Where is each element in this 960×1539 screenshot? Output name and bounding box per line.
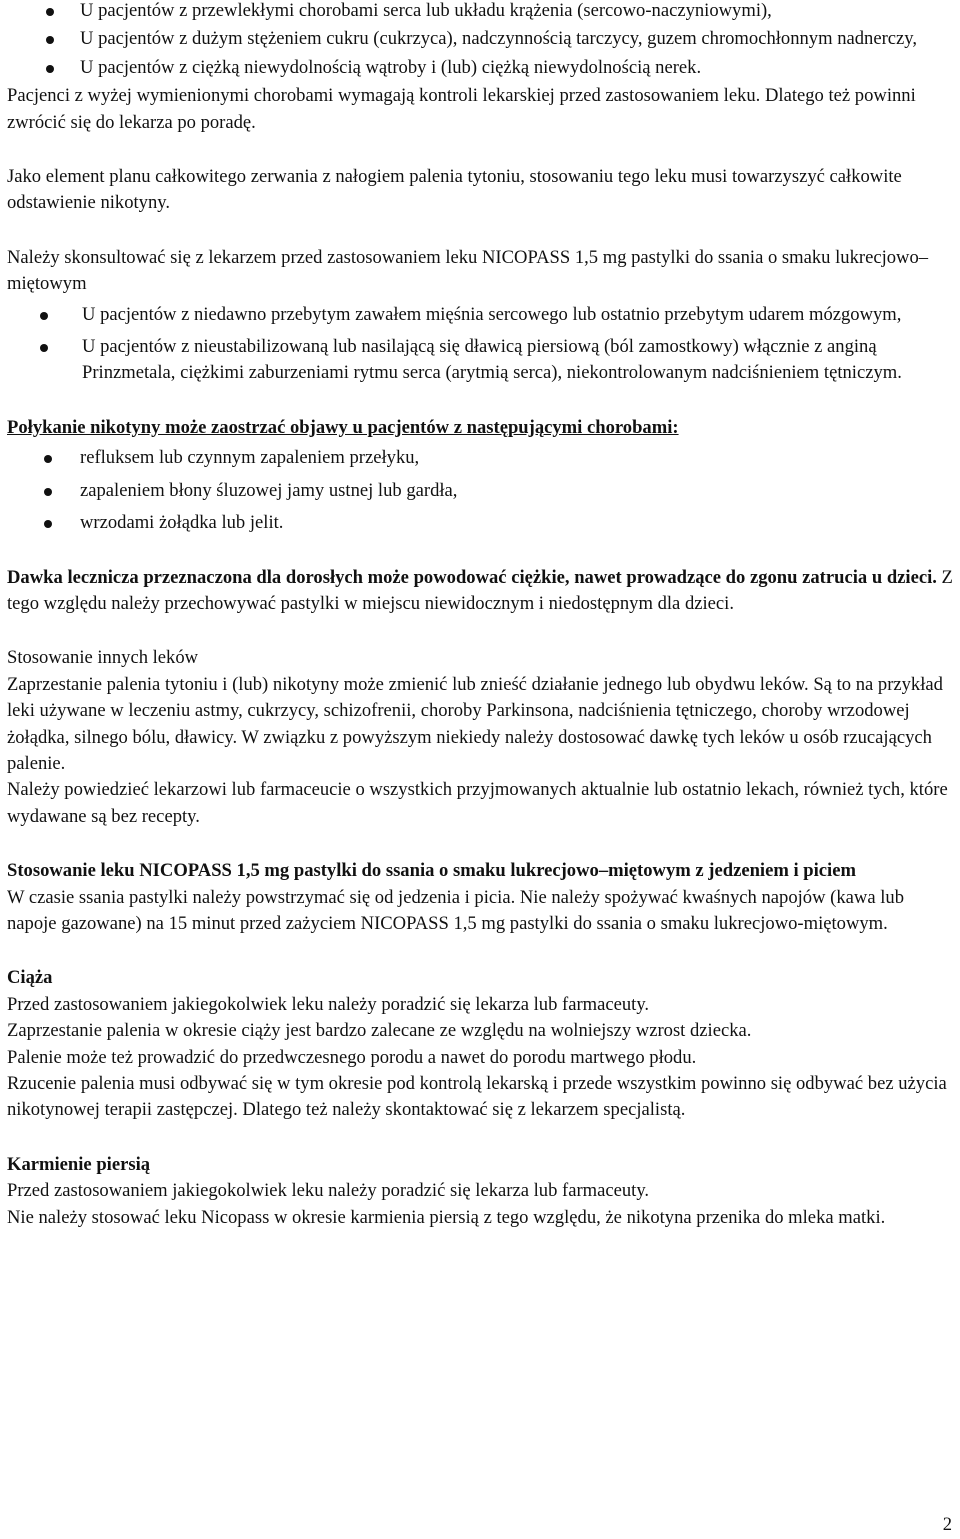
list-item: refluksem lub czynnym zapaleniem przełyku, <box>0 445 957 471</box>
list-item: wrzodami żołądka lub jelit. <box>0 510 957 536</box>
warning-paragraph <box>7 565 957 618</box>
other-drugs-paragraph-2: Należy powiedzieć lekarzowi lub farmaceucie o wszystkich przyjmowanych aktualnie lub ostatnio lekach, również tych, które wydawane są bez recepty. <box>7 779 948 827</box>
pregnancy-heading: Ciąża <box>7 967 53 989</box>
breastfeeding-line: Nie należy stosować leku Nicopass w okresie karmienia piersią z tego względu, że nikotyna przenika do mleka matki. <box>7 1206 886 1228</box>
list-item: zapaleniem błony śluzowej jamy ustnej lub gardła, <box>0 478 957 504</box>
food-heading: Stosowanie leku NICOPASS 1,5 mg pastylki do ssania o smaku lukrecjowo–miętowym z jedzeniem i piciem <box>7 860 856 882</box>
list-item: U pacjentów z niedawno przebytym zawałem mięśnia sercowego lub ostatnio przebytym udarem mózgowym, <box>0 302 957 328</box>
list-item: U pacjentów z przewlekłymi chorobami serca lub układu krążenia (sercowo-naczyniowymi), <box>0 0 957 24</box>
list-item: U pacjentów z nieustabilizowaną lub nasilającą się dławicą piersiową (ból zamostkowy) włącznie z anginą Prinzmetala, ciężkimi zaburzeniami rytmu serca (arytmią serca), niekontrolowanym nadciśnieniem tętniczym. <box>0 334 957 387</box>
consult-paragraph: Należy skonsultować się z lekarzem przed zastosowaniem leku NICOPASS 1,5 mg pastylki do ssania o smaku lukrecjowo–miętowym <box>7 246 929 295</box>
food-paragraph: W czasie ssania pastylki należy powstrzymać się od jedzenia i picia. Nie należy spożywać kwaśnych napojów (kawa lub napoje gazowane) na 15 minut przed zażyciem NICOPASS 1,5 mg pastylki do ssania o smaku lukrecjowo-miętowym. <box>7 886 905 934</box>
breastfeeding-heading: Karmienie piersią <box>7 1153 151 1175</box>
breastfeeding-line: Przed zastosowaniem jakiegokolwiek leku należy poradzić się lekarza lub farmaceuty. <box>7 1180 650 1202</box>
list-item: U pacjentów z ciężką niewydolnością wątroby i (lub) ciężką niewydolnością nerek. <box>0 55 957 81</box>
leaflet-page <box>7 0 957 1231</box>
page-number: 2 <box>942 1514 952 1535</box>
pregnancy-line: Rzucenie palenia musi odbywać się w tym okresie pod kontrolą lekarską i przede wszystkim powinno się odbywać bez użycia nikotynowej terapii zastępczej. Dlatego też należy skontaktować się z lekarzem specjalistą. <box>7 1073 947 1121</box>
pregnancy-line: Palenie może też prowadzić do przedwczesnego porodu a nawet do porodu martwego płodu. <box>7 1046 697 1068</box>
warning-bold-text: Dawka lecznicza przeznaczona dla dorosłych może powodować ciężkie, nawet prowadzące do zgonu zatrucia u dzieci. <box>7 566 937 588</box>
swallow-heading: Połykanie nikotyny może zaostrzać objawy u pacjentów z następującymi chorobami: <box>7 416 679 438</box>
other-drugs-heading: Stosowanie innych leków <box>7 647 199 669</box>
swallow-list <box>0 445 957 536</box>
control-paragraph: Pacjenci z wyżej wymienionymi chorobami wymagają kontroli lekarskiej przed zastosowaniem leku. Dlatego też powinni zwrócić się do lekarza po poradę. <box>7 85 916 133</box>
warning-text: Z tego względu należy przechowywać pastylki w miejscu niewidocznym i niedostępnym dla dzieci. <box>7 566 953 614</box>
consult-list <box>0 302 957 387</box>
plan-paragraph: Jako element planu całkowitego zerwania z nałogiem palenia tytoniu, stosowaniu tego leku musi towarzyszyć całkowite odstawienie nikotyny. <box>7 166 902 214</box>
pregnancy-line: Przed zastosowaniem jakiegokolwiek leku należy poradzić się lekarza lub farmaceuty. <box>7 993 650 1015</box>
other-drugs-paragraph: Zaprzestanie palenia tytoniu i (lub) nikotyny może zmienić lub znieść działanie jednego lub obydwu leków. Są to na przykład leki używane w leczeniu astmy, cukrzycy, schizofrenii, choroby Parkinsona, nadciśnienia tętniczego, choroby wrzodowej żołądka, silnego bólu, dławicy. W związku z powyższym niekiedy należy dostosować dawkę tych leków u osób rzucających palenie. <box>7 673 943 774</box>
list-item: U pacjentów z dużym stężeniem cukru (cukrzyca), nadczynnością tarczycy, guzem chromochłonnym nadnerczy, <box>0 26 957 52</box>
conditions-list <box>0 0 957 81</box>
pregnancy-line: Zaprzestanie palenia w okresie ciąży jest bardzo zalecane ze względu na wolniejszy wzrost dziecka. <box>7 1020 752 1042</box>
